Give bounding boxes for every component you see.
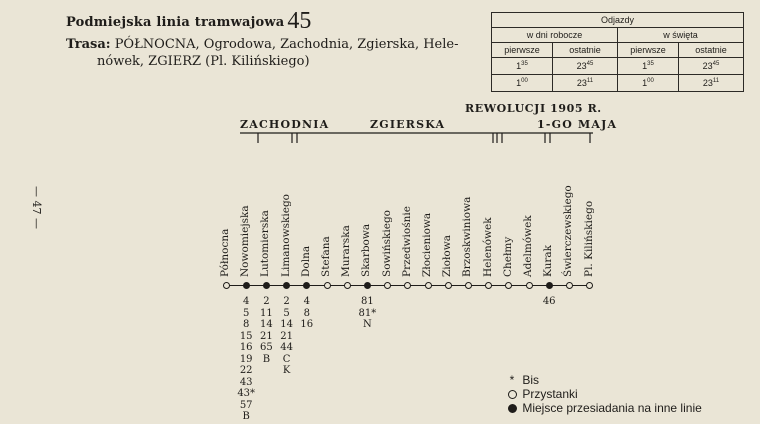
legend-stops: Przystanki [505,387,578,401]
route-label: Trasa: [66,37,111,52]
stop-node [546,282,553,289]
stop-name: Brzoskwiniowa [461,196,474,277]
title-text: Podmiejska linia tramwajowa [66,15,285,30]
street-label-maja: 1-GO MAJA [537,118,618,131]
asterisk-icon: * [509,373,515,387]
stop-connections: 4 8 16 [300,296,314,330]
time-cell: $1^{00}$ [492,75,553,92]
legend-transfer: Miejsce przesiadania na inne linie [505,401,702,415]
stop-name: Północna [219,228,231,277]
legend-bis: * Bis [505,373,539,387]
weekday-header: w dni robocze [492,28,618,43]
route-text-1: PÓŁNOCNA, Ogrodowa, Zachodnia, Zgierska, Hele- [114,37,459,52]
stop-name: Limanowskiego [279,194,292,277]
stop-node [445,282,452,289]
time-cell: $23^{11}$ [553,75,618,92]
stop-connections: 46 [542,296,556,307]
stop-name: Przedwiośnie [400,206,413,277]
stop-name: Murarska [340,225,353,277]
stop-node [344,282,351,289]
stop-name: Pl. Kilińskiego [582,200,595,277]
stop-connections: 81 81* N [358,296,377,330]
time-cell: $1^{35}$ [618,58,679,75]
departures-title: Odjazdy [492,13,744,28]
stop-name: Adelmówek [522,215,534,277]
stop-circle-icon [508,390,517,399]
stop-name: Nowomiejska [239,205,252,277]
time-cell: $23^{11}$ [679,75,744,92]
street-label-zgierska: ZGIERSKA [370,118,446,131]
stop-name: Stefana [320,236,332,277]
street-label-rewolucji: REWOLUCJI 1905 R. [465,102,602,115]
street-label-zachodnia: ZACHODNIA [240,118,330,131]
stop-name: Sowińskiego [380,210,393,277]
stop-name: Dolna [299,245,312,277]
first-header: pierwsze [618,43,679,58]
stop-name: Ziołowa [441,235,454,277]
stop-name: Chełmy [501,236,514,277]
stop-name: Lutomierska [259,210,272,277]
stop-node [425,282,432,289]
stop-connections: 4 5 8 15 16 19 22 43 43* 57 B [237,296,256,422]
stop-name: Złocieniowa [421,212,433,277]
stop-node [465,282,472,289]
stop-name: Helenówek [481,217,494,277]
first-header: pierwsze [492,43,553,58]
stop-node [364,282,371,289]
stop-node [526,282,533,289]
stop-name: Świerczewskiego [562,185,575,277]
transfer-dot-icon [508,404,517,413]
stop-name: Kurak [542,244,555,277]
stop-node [324,282,331,289]
time-cell: $23^{45}$ [553,58,618,75]
stop-connections: 2 5 14 21 44 C K [280,296,293,376]
stop-node [263,282,270,289]
stop-node [243,282,250,289]
line-number: 45 [287,8,312,34]
time-cell: $23^{45}$ [679,58,744,75]
last-header: ostatnie [679,43,744,58]
time-cell: $1^{35}$ [492,58,553,75]
stop-node [566,282,573,289]
stop-name: Skarbowa [360,223,373,277]
time-cell: $1^{00}$ [618,75,679,92]
route-text-2: nówek, ZGIERZ (Pl. Kilińskiego) [97,54,310,69]
holiday-header: w święta [618,28,744,43]
stop-node [223,282,230,289]
last-header: ostatnie [553,43,618,58]
stop-connections: 2 11 14 21 65 B [260,296,273,365]
page-number: — 47 — [30,186,43,229]
